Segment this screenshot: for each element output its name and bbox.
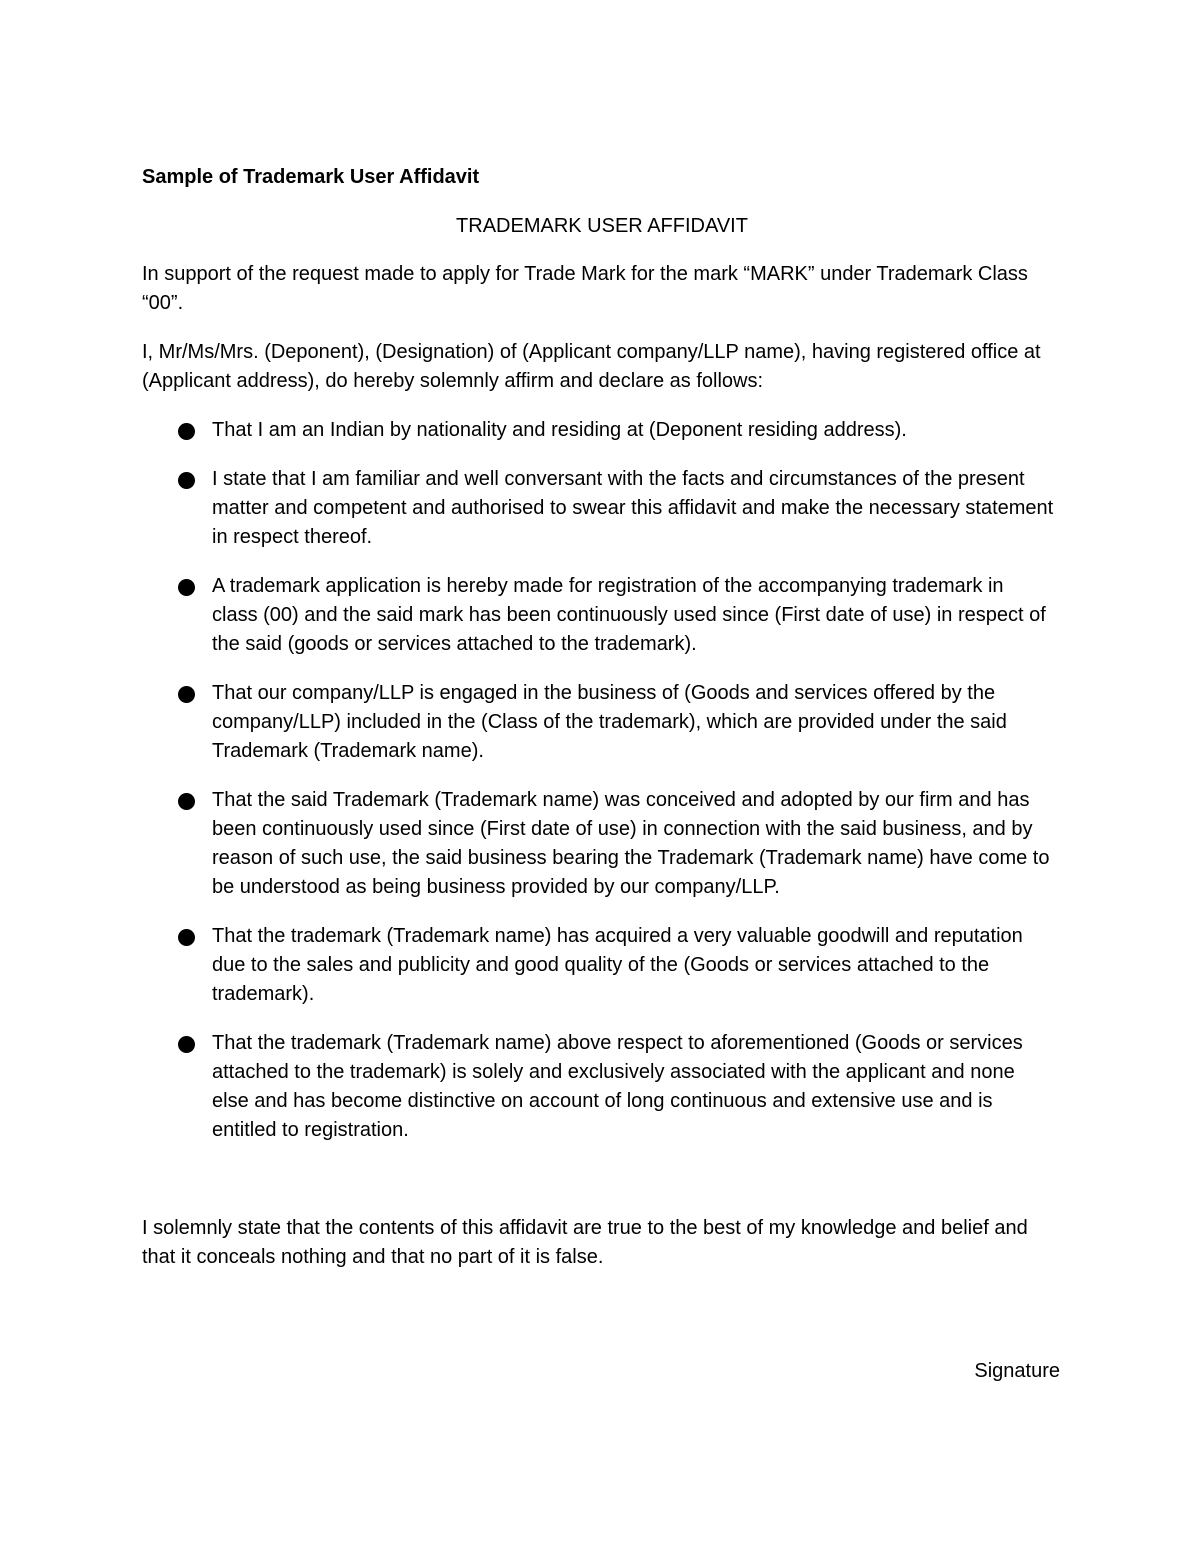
list-item-text: That the trademark (Trademark name) above respect to aforementioned (Goods or services attached to the trademark) is solely and exclusively associated with the applicant and none else and has become distinctive on account of long continuous and extensive use and is entitled to registration.: [212, 1032, 1023, 1141]
signature-label: Signature: [974, 1360, 1060, 1382]
list-item-text: That I am an Indian by nationality and residing at (Deponent residing address).: [212, 419, 907, 441]
list-item: [142, 416, 1054, 445]
declaration-paragraph: I, Mr/Ms/Mrs. (Deponent), (Designation) of (Applicant company/LLP name), having registered office at (Applicant address), do hereby solemnly affirm and declare as follows:: [142, 341, 1041, 392]
affidavit-points-list: [142, 416, 1062, 1145]
list-item: [142, 679, 1054, 766]
list-item-text: A trademark application is hereby made for registration of the accompanying trademark in class (00) and the said mark has been continuously used since (First date of use) in respect of the said (goods or services attached to the trademark).: [212, 575, 1046, 655]
list-item: [142, 922, 1054, 1009]
list-item-text: That the trademark (Trademark name) has acquired a very valuable goodwill and reputation due to the sales and publicity and good quality of the (Goods or services attached to the trademark).: [212, 925, 1023, 1005]
bullet-icon: [178, 686, 195, 703]
bullet-icon: [178, 793, 195, 810]
bullet-icon: [178, 929, 195, 946]
list-item: [142, 1029, 1054, 1145]
bullet-icon: [178, 423, 195, 440]
bullet-icon: [178, 472, 195, 489]
list-item: [142, 465, 1054, 552]
list-item: [142, 786, 1054, 902]
bullet-icon: [178, 1036, 195, 1053]
list-item: [142, 572, 1054, 659]
affidavit-title: TRADEMARK USER AFFIDAVIT: [456, 215, 748, 237]
list-item-text: That our company/LLP is engaged in the business of (Goods and services offered by the company/LLP) included in the (Class of the trademark), which are provided under the said Trademark (Trademark name).: [212, 682, 1007, 762]
bullet-icon: [178, 579, 195, 596]
document-heading: Sample of Trademark User Affidavit: [142, 166, 480, 188]
list-item-text: I state that I am familiar and well conversant with the facts and circumstances of the present matter and competent and authorised to swear this affidavit and make the necessary statement in respect thereof.: [212, 468, 1054, 548]
document-body: [142, 163, 1062, 1292]
intro-paragraph: In support of the request made to apply for Trade Mark for the mark “MARK” under Trademark Class “00”.: [142, 263, 1028, 314]
closing-statement: I solemnly state that the contents of this affidavit are true to the best of my knowledge and belief and that it conceals nothing and that no part of it is false.: [142, 1217, 1028, 1268]
list-item-text: That the said Trademark (Trademark name) was conceived and adopted by our firm and has been continuously used since (First date of use) in connection with the said business, and by reason of such use, the said business bearing the Trademark (Trademark name) have come to be understood as being business provided by our company/LLP.: [212, 789, 1050, 898]
